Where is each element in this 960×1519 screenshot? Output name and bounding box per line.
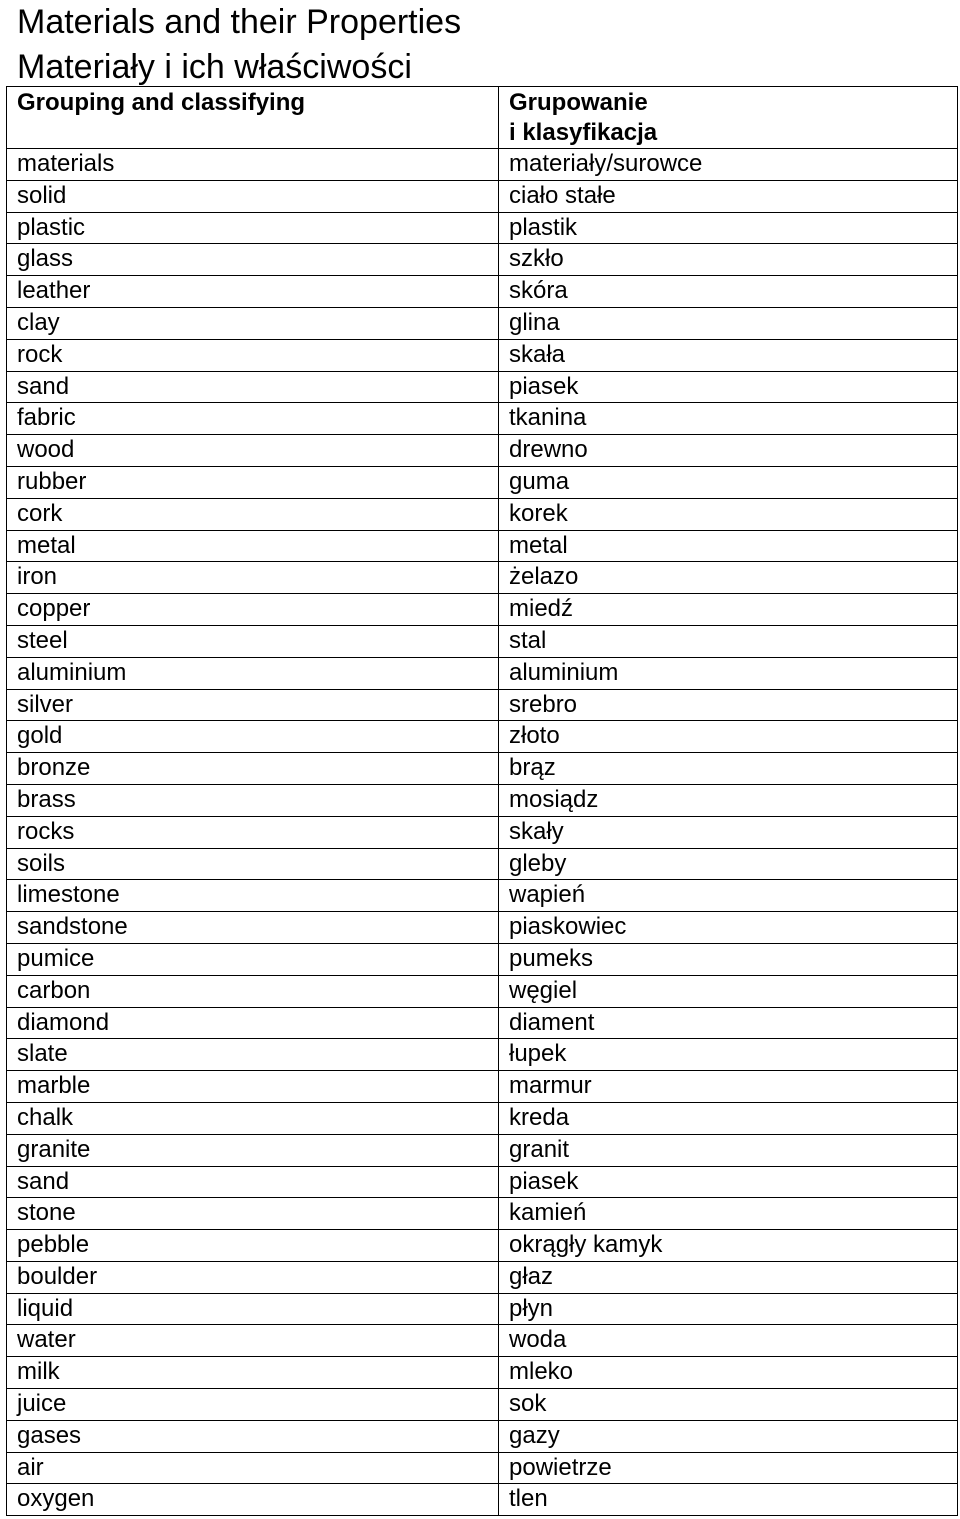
term-polish: żelazo xyxy=(499,562,958,594)
term-english: boulder xyxy=(7,1261,499,1293)
table-row xyxy=(7,466,958,498)
term-english: milk xyxy=(7,1357,499,1389)
term-english: fabric xyxy=(7,403,499,435)
term-polish: węgiel xyxy=(499,975,958,1007)
term-english: sand xyxy=(7,371,499,403)
term-polish: brąz xyxy=(499,753,958,785)
term-english: plastic xyxy=(7,212,499,244)
term-english: liquid xyxy=(7,1293,499,1325)
term-polish: sok xyxy=(499,1389,958,1421)
header-polish xyxy=(499,87,958,149)
table-row xyxy=(7,1198,958,1230)
term-english: rocks xyxy=(7,816,499,848)
table-row xyxy=(7,562,958,594)
term-polish: mleko xyxy=(499,1357,958,1389)
table-row xyxy=(7,721,958,753)
term-english: brass xyxy=(7,784,499,816)
term-english: metal xyxy=(7,530,499,562)
title-polish: Materiały i ich właściwości xyxy=(17,48,412,86)
table-row xyxy=(7,1039,958,1071)
table-row xyxy=(7,848,958,880)
document-title xyxy=(17,0,947,90)
term-english: materials xyxy=(7,149,499,181)
term-polish: piasek xyxy=(499,1166,958,1198)
vocabulary-rows xyxy=(7,149,958,1516)
table-row xyxy=(7,594,958,626)
term-english: solid xyxy=(7,180,499,212)
term-polish: gleby xyxy=(499,848,958,880)
term-english: carbon xyxy=(7,975,499,1007)
table-row xyxy=(7,276,958,308)
term-polish: materiały/surowce xyxy=(499,149,958,181)
term-english: stone xyxy=(7,1198,499,1230)
term-english: aluminium xyxy=(7,657,499,689)
table-row xyxy=(7,1452,958,1484)
table-row xyxy=(7,880,958,912)
term-english: wood xyxy=(7,435,499,467)
term-english: air xyxy=(7,1452,499,1484)
table-row xyxy=(7,339,958,371)
term-polish: piasek xyxy=(499,371,958,403)
term-polish: płyn xyxy=(499,1293,958,1325)
term-english: chalk xyxy=(7,1102,499,1134)
term-english: pebble xyxy=(7,1230,499,1262)
term-polish: granit xyxy=(499,1134,958,1166)
table-row xyxy=(7,498,958,530)
term-polish: tkanina xyxy=(499,403,958,435)
term-english: diamond xyxy=(7,1007,499,1039)
table-row xyxy=(7,149,958,181)
term-polish: piaskowiec xyxy=(499,912,958,944)
term-polish: głaz xyxy=(499,1261,958,1293)
table-row xyxy=(7,975,958,1007)
term-english: gold xyxy=(7,721,499,753)
table-row xyxy=(7,657,958,689)
term-polish: ciało stałe xyxy=(499,180,958,212)
term-polish: złoto xyxy=(499,721,958,753)
term-english: water xyxy=(7,1325,499,1357)
table-row xyxy=(7,212,958,244)
term-polish: marmur xyxy=(499,1071,958,1103)
term-polish: metal xyxy=(499,530,958,562)
term-polish: kamień xyxy=(499,1198,958,1230)
table-row xyxy=(7,1230,958,1262)
term-polish: glina xyxy=(499,307,958,339)
table-row xyxy=(7,1389,958,1421)
term-english: steel xyxy=(7,625,499,657)
table-row xyxy=(7,1261,958,1293)
term-english: rubber xyxy=(7,466,499,498)
term-polish: skała xyxy=(499,339,958,371)
term-english: sand xyxy=(7,1166,499,1198)
title-english: Materials and their Properties xyxy=(17,3,462,41)
header-polish-line2: i klasyfikacja xyxy=(509,119,658,146)
term-polish: pumeks xyxy=(499,943,958,975)
term-english: oxygen xyxy=(7,1484,499,1516)
term-english: slate xyxy=(7,1039,499,1071)
term-polish: srebro xyxy=(499,689,958,721)
term-english: gases xyxy=(7,1420,499,1452)
term-polish: wapień xyxy=(499,880,958,912)
table-row xyxy=(7,784,958,816)
term-polish: okrągły kamyk xyxy=(499,1230,958,1262)
table-row xyxy=(7,307,958,339)
table-row xyxy=(7,625,958,657)
table-row xyxy=(7,1420,958,1452)
table-row xyxy=(7,816,958,848)
vocabulary-table xyxy=(6,86,958,1516)
header-english: Grouping and classifying xyxy=(7,87,499,149)
table-row xyxy=(7,1166,958,1198)
table-row xyxy=(7,1007,958,1039)
table-row xyxy=(7,180,958,212)
table-row xyxy=(7,1484,958,1516)
table-row xyxy=(7,689,958,721)
term-english: sandstone xyxy=(7,912,499,944)
term-polish: drewno xyxy=(499,435,958,467)
term-english: iron xyxy=(7,562,499,594)
term-english: cork xyxy=(7,498,499,530)
term-english: granite xyxy=(7,1134,499,1166)
term-english: copper xyxy=(7,594,499,626)
table-row xyxy=(7,1293,958,1325)
table-row xyxy=(7,371,958,403)
table-row xyxy=(7,1102,958,1134)
term-english: silver xyxy=(7,689,499,721)
term-english: clay xyxy=(7,307,499,339)
term-english: leather xyxy=(7,276,499,308)
term-polish: skały xyxy=(499,816,958,848)
term-polish: mosiądz xyxy=(499,784,958,816)
term-polish: tlen xyxy=(499,1484,958,1516)
header-polish-line1: Grupowanie xyxy=(509,89,648,116)
table-row xyxy=(7,1134,958,1166)
table-row xyxy=(7,912,958,944)
term-polish: woda xyxy=(499,1325,958,1357)
term-english: pumice xyxy=(7,943,499,975)
term-polish: miedź xyxy=(499,594,958,626)
term-polish: powietrze xyxy=(499,1452,958,1484)
table-row xyxy=(7,1357,958,1389)
table-header-row xyxy=(7,87,958,149)
table-row xyxy=(7,943,958,975)
table-row xyxy=(7,1325,958,1357)
term-english: rock xyxy=(7,339,499,371)
table-row xyxy=(7,530,958,562)
table-row xyxy=(7,403,958,435)
term-polish: kreda xyxy=(499,1102,958,1134)
term-english: glass xyxy=(7,244,499,276)
term-english: marble xyxy=(7,1071,499,1103)
term-polish: stal xyxy=(499,625,958,657)
term-polish: gazy xyxy=(499,1420,958,1452)
term-polish: plastik xyxy=(499,212,958,244)
table-row xyxy=(7,435,958,467)
table-row xyxy=(7,753,958,785)
term-polish: skóra xyxy=(499,276,958,308)
term-polish: diament xyxy=(499,1007,958,1039)
term-polish: aluminium xyxy=(499,657,958,689)
term-english: juice xyxy=(7,1389,499,1421)
term-english: soils xyxy=(7,848,499,880)
term-english: bronze xyxy=(7,753,499,785)
term-english: limestone xyxy=(7,880,499,912)
table-row xyxy=(7,244,958,276)
table-row xyxy=(7,1071,958,1103)
term-polish: korek xyxy=(499,498,958,530)
term-polish: guma xyxy=(499,466,958,498)
term-polish: szkło xyxy=(499,244,958,276)
term-polish: łupek xyxy=(499,1039,958,1071)
